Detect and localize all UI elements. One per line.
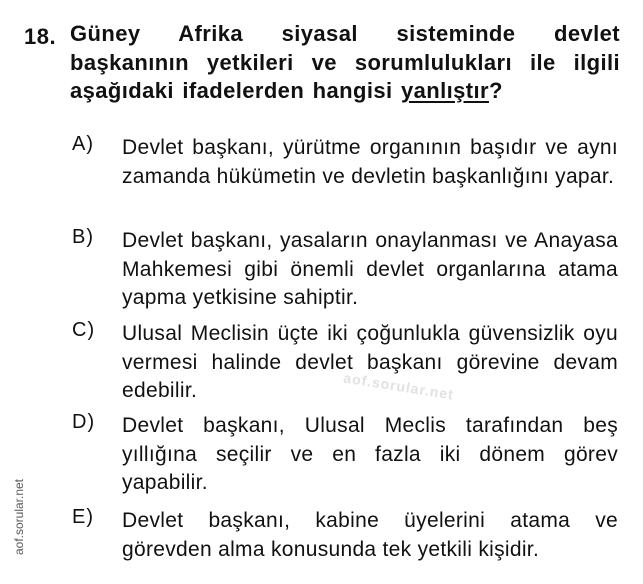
question-stem-emphasis: yanlıştır [401, 78, 489, 103]
option-b-letter: B) [72, 226, 94, 248]
option-d-letter: D) [72, 411, 96, 433]
question-stem [70, 20, 620, 106]
option-a-letter: A) [72, 133, 94, 155]
option-e-text: Devlet başkanı, kabine üyelerini atama ve görevden alma konusunda tek yetkili kişidir. [122, 509, 618, 561]
option-c-text: Ulusal Meclisin üçte iki çoğunlukla güvensizlik oyu vermesi halinde devlet başkanı görevine devam edebilir. [122, 322, 618, 402]
question-stem-end: ? [488, 78, 503, 103]
side-watermark: aof.sorular.net [12, 478, 26, 556]
question-stem-text: Güney Afrika siyasal sisteminde devlet başkanının yetkileri ve sorumlulukları ile ilgili aşağıdaki ifadelerden hangisi [70, 21, 620, 103]
option-a-text: Devlet başkanı, yürütme organının başıdır ve aynı zamanda hükümetin ve devletin başkanlığını yapar. [122, 136, 618, 188]
option-d-text: Devlet başkanı, Ulusal Meclis tarafından beş yıllığına seçilir ve en fazla iki dönem görev yapabilir. [122, 414, 618, 494]
question-number: 18. [24, 24, 57, 49]
option-b-text: Devlet başkanı, yasaların onaylanması ve Anayasa Mahkemesi gibi önemli devlet organlarına atama yapma yetkisine sahiptir. [122, 229, 618, 309]
center-watermark: aof.sorular.net [342, 369, 456, 403]
option-c-letter: C) [72, 319, 96, 341]
option-e-letter: E) [72, 506, 94, 528]
